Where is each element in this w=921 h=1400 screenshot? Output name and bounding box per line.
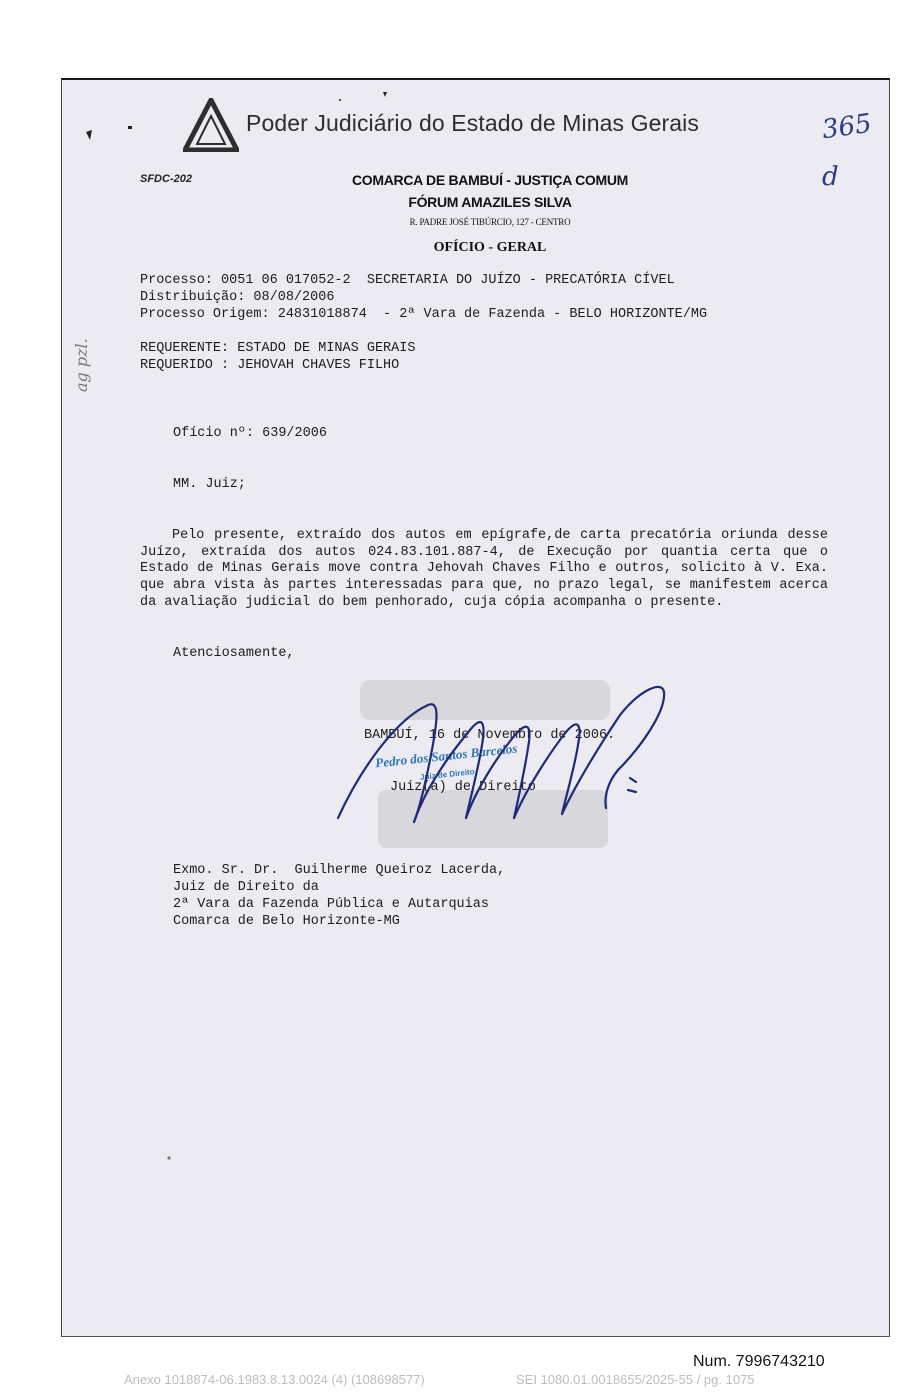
- addressee-line-3: 2ª Vara da Fazenda Pública e Autarquias: [173, 897, 489, 912]
- handwritten-mark: d: [822, 162, 839, 192]
- origin-process-line: Processo Origem: 24831018874 - 2ª Vara de Fazenda - BELO HORIZONTE/MG: [140, 307, 708, 322]
- handwritten-margin-note: ag pzl.: [72, 338, 91, 392]
- form-code: SFDC-202: [140, 173, 192, 185]
- closing: Atenciosamente,: [173, 646, 295, 661]
- document-title: OFÍCIO - GERAL: [433, 240, 547, 255]
- oficio-number: Ofício nº: 639/2006: [173, 426, 327, 441]
- requerido-line: REQUERIDO : JEHOVAH CHAVES FILHO: [140, 358, 400, 373]
- process-line: Processo: 0051 06 017052-2 SECRETARIA DO JUÍZO - PRECATÓRIA CÍVEL: [140, 273, 675, 288]
- judiciary-logo-icon: [183, 98, 239, 152]
- salutation: MM. Juiz;: [173, 477, 246, 492]
- requerente-line: REQUERENTE: ESTADO DE MINAS GERAIS: [140, 341, 416, 356]
- institution-name: Poder Judiciário do Estado de Minas Gerais: [246, 110, 699, 136]
- place-date: BAMBUÍ, 16 de Novembro de 2006.: [364, 728, 616, 743]
- signature-role: Juiz(a) de Direito: [390, 780, 536, 795]
- judge-stamp-name: Pedro dos Santos Barcelos: [374, 740, 518, 771]
- body-paragraph-text: Pelo presente, extraído dos autos em epígrafe,de carta precatória oriunda desse Juízo, extraída dos autos 024.83.101.887-4, de Execução por quantia certa que o Estado de Minas Gerais move contra Jehovah Chaves Filho e outros, solicito à V. Exa. que abra vista às partes interessadas para que, no prazo legal, se manifestem acerca da avaliação judicial do bem penhorado, cuja cópia acompanha o presente.: [140, 528, 828, 610]
- addressee-line-2: Juiz de Direito da: [173, 880, 319, 895]
- annex-reference: Anexo 1018874-06.1983.8.13.0024 (4) (108698577): [124, 1372, 425, 1387]
- sei-reference: SEI 1080.01.0018655/2025-55 / pg. 1075: [516, 1372, 755, 1387]
- distribution-line: Distribuição: 08/08/2006: [140, 290, 335, 305]
- comarca-heading: COMARCA DE BAMBUÍ - JUSTIÇA COMUM: [351, 172, 629, 188]
- addressee-line-4: Comarca de Belo Horizonte-MG: [173, 914, 400, 929]
- addressee-line-1: Exmo. Sr. Dr. Guilherme Queiroz Lacerda,: [173, 863, 506, 878]
- handwritten-page-number: 365: [820, 108, 874, 146]
- forum-heading: FÓRUM AMAZILES SILVA: [408, 194, 572, 210]
- document-page: [61, 78, 890, 1337]
- forum-address: R. PADRE JOSÉ TIBÚRCIO, 127 - CENTRO: [409, 217, 571, 227]
- document-number: Num. 7996743210: [693, 1353, 825, 1370]
- judge-stamp-role: Juiz de Direito: [419, 767, 476, 782]
- body-paragraph: [140, 528, 828, 612]
